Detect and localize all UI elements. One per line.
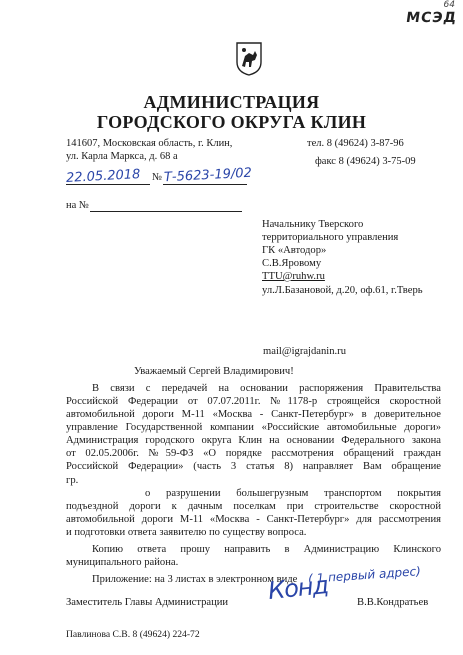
paragraph-line: Российской Федерации» (часть 3 статья 8) направляет Вам обращение: [66, 461, 441, 472]
org-address-line1: 141607, Московская область, г. Клин,: [66, 138, 233, 149]
paragraph-line: Администрация городского округа Клин на основании Федерального закона: [66, 435, 441, 446]
citizen-label: гр.: [66, 475, 79, 486]
paragraph-line: автомобильной дороги М-11 «Москва - Санкт-Петербург» в доверительное: [66, 409, 441, 420]
executor-info: Павлинова С.В. 8 (49624) 224-72: [66, 629, 200, 640]
registration-number: Т-5623-19/02: [163, 165, 253, 186]
signatory-name: В.В.Кондратьев: [357, 597, 429, 608]
paragraph-line: и подготовки ответа заявителю по существу вопроса.: [66, 527, 307, 538]
org-title-line1: АДМИНИСТРАЦИЯ: [143, 92, 320, 112]
registration-date: 22.05.2018: [65, 167, 141, 186]
reply-to-label: на №: [66, 200, 89, 211]
attachment-line: Приложение: на 3 листах в электронном виде: [92, 574, 298, 585]
recipient-email[interactable]: TTU@ruhw.ru: [262, 271, 325, 282]
paragraph-line: от 02.05.2006г. №59-ФЗ «О порядке рассмотрения обращений граждан: [66, 448, 441, 459]
org-address-line2: ул. Карла Маркса, д. 68 а: [66, 151, 178, 162]
recipient-line3: ГК «Автодор»: [262, 245, 327, 256]
copy-request-line: Копию ответа прошу направить в Администрацию Клинского: [92, 544, 441, 555]
cc-email: mail@igrajdanin.ru: [263, 346, 347, 357]
recipient-line1: Начальнику Тверского: [262, 219, 364, 230]
number-label: №: [152, 172, 163, 183]
paragraph-line: автомобильной дороги М-11 «Москва - Санкт-Петербург» для рассмотрения: [66, 514, 441, 525]
attachment-handwritten-note: ( 1 первый адрес): [307, 564, 422, 586]
paragraph-line: о разрушении большегрузным транспортом покрытия: [145, 488, 441, 499]
msed-label: МСЭД: [404, 10, 459, 26]
paragraph-line: В связи с передачей на основании распоряжения Правительства: [92, 383, 441, 394]
recipient-address: ул.Л.Базановой, д.20, оф.61, г.Тверь: [262, 285, 423, 296]
page-note: 64: [443, 0, 455, 10]
recipient-line4: С.В.Яровому: [262, 258, 322, 269]
copy-request-line: муниципального района.: [66, 557, 179, 568]
org-title-line2: ГОРОДСКОГО ОКРУГА КЛИН: [96, 112, 367, 132]
org-fax: факс 8 (49624) 3-75-09: [315, 156, 416, 167]
salutation: Уважаемый Сергей Владимирович!: [134, 366, 294, 377]
paragraph-line: подъездной дороги к дачным поселкам при строительстве скоростной: [66, 501, 441, 512]
reply-to-underline: [90, 211, 242, 212]
org-tel: тел. 8 (49624) 3-87-96: [307, 138, 404, 149]
signatory-position: Заместитель Главы Администрации: [66, 597, 229, 608]
paragraph-line: управление Государственной компании «Российские автомобильные дороги»: [66, 422, 441, 433]
coat-of-arms-icon: [236, 42, 262, 76]
paragraph-line: Российской Федерации от 07.07.2011г. №1178-р строящейся скоростной: [66, 396, 441, 407]
recipient-line2: территориального управления: [262, 232, 399, 243]
msed-stamp: [404, 0, 459, 32]
handwritten-signature: Конд: [266, 570, 330, 606]
